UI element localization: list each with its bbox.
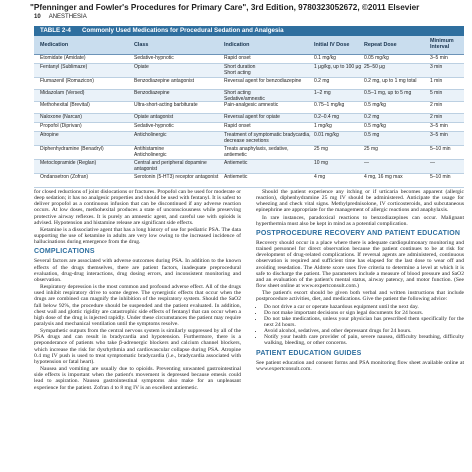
table-header — [34, 36, 464, 55]
cell-indication: Pain-analgesic amnestic — [224, 102, 279, 108]
cell-interval: 2 min — [430, 102, 443, 108]
cell-repeat-dose: — — [364, 160, 369, 166]
cell-interval: 5 min — [430, 90, 443, 96]
right-column — [256, 189, 464, 373]
cell-initial-dose: 4 mg — [314, 174, 326, 180]
cell-initial-dose: 0.2 mg — [314, 78, 330, 84]
table-row — [34, 160, 464, 174]
cell-class: Serotonin (5-HT3) receptor antagonist — [134, 174, 219, 180]
cell-medication: Methohexital (Brevital) — [40, 102, 90, 108]
cell-indication: Treatment of symptomatic bradycardia, decrease secretions — [224, 132, 311, 144]
cell-repeat-dose: 4 mg, 16 mg max — [364, 174, 403, 180]
cell-initial-dose: 0.1 mg/kg — [314, 55, 336, 61]
section-heading-complications: COMPLICATIONS — [34, 248, 95, 256]
list-item: • Do not drive a car or operate hazardous equipment until the next day. — [264, 304, 464, 310]
cell-initial-dose: 0.01 mg/kg — [314, 132, 339, 138]
cell-repeat-dose: 25–50 μg — [364, 64, 385, 70]
cell-repeat-dose: 0.2 mg — [364, 114, 380, 120]
cell-initial-dose: 25 mg — [314, 146, 328, 152]
cell-medication: Midazolam (Versed) — [40, 90, 85, 96]
cell-interval: — — [430, 160, 435, 166]
paragraph: Several factors are associated with adverse outcomes during PSA. In addition to the known effects of the drugs themselves, there are patient factors, inadequate preprocedural evaluation, drug-drug interactions, drug dosing errors, and inconsistent monitoring and observation. — [34, 258, 241, 283]
paragraph: Respiratory depression is the most common and profound adverse effect. All of the drugs used inhibit respiratory drive to some degree. The synergistic effects that occur when the drugs are combined can magnify the inhibition of the respiratory system. Should the SaO2 fall below 92%, the procedure should be suspended and the patient evaluated. In addition, chest wall and glottic rigidity are catastrophic side effects of fentanyl that can occur when a high dose of the drug is injected rapidly. Under these circumstances the patient may require paralysis and mechanical ventilation until the symptoms resolve. — [34, 284, 241, 327]
cell-medication: Propofol (Diprivan) — [40, 123, 82, 129]
cell-interval: 1 min — [430, 78, 443, 84]
cell-medication: Etomidate (Amidate) — [40, 55, 86, 61]
cell-class: Central and peripheral dopamine antagonist — [134, 160, 207, 172]
table-row — [34, 64, 464, 78]
cell-indication: Rapid onset — [224, 55, 251, 61]
cell-interval: 2 min — [430, 114, 443, 120]
cell-indication: Antiemetic — [224, 160, 248, 166]
paragraph: The patient's escort should be given both verbal and written instructions that include postprocedure activities, diet, and medications. Give the patient the following advice: — [256, 290, 464, 303]
table-title: Commonly Used Medications for Procedural Sedation and Analgesia — [82, 27, 284, 34]
cell-medication: Ondansetron (Zofran) — [40, 174, 89, 180]
cell-class: Sedative-hypnotic — [134, 55, 174, 61]
table-row — [34, 55, 464, 64]
paragraph: for closed reductions of joint dislocations or fractures. Propofol can be used for moderate or deep sedation; it has no analgesic properties and should be used with fentanyl. It is safest to deliver propofol as a continuous infusion that can be discontinued if any adverse reaction occurs. At low doses, methohexital produces a state of unconsciousness while preserving protective airway reflexes. It is purely an amnestic agent, and careful use with opioids is advised. Hypotension and histamine release are significant side effects. — [34, 189, 241, 226]
advice-list — [256, 304, 464, 347]
running-head — [34, 14, 87, 20]
section-heading-education-guides: PATIENT EDUCATION GUIDES — [256, 349, 362, 357]
cell-indication: Treats anaphylaxis, sedative, antiemetic — [224, 146, 289, 158]
list-item: • Do not take medications, unless your physician has prescribed them specifically for the next 24 hours. — [264, 316, 464, 328]
cell-medication: Diphenhydramine (Benadryl) — [40, 146, 104, 152]
cell-initial-dose: 0.2–0.4 mg — [314, 114, 340, 120]
table-row — [34, 174, 464, 188]
cell-interval: 3–5 min — [430, 132, 448, 138]
cell-initial-dose: 1–2 mg — [314, 90, 331, 96]
cell-medication: Fentanyl (Sublimaze) — [40, 64, 88, 70]
paragraph: Should the patient experience any itching or if urticaria becomes apparent (allergic reaction), diphenhydramine 25 mg IV should be administered. Anticipate the usage for wheezing and check vital signs. Methylprednisolone, IV corticosteroids, and subcutaneous epinephrine are appropriate for the management of allergic reactions and anaphylaxis. — [256, 189, 464, 214]
paragraph: Sympathetic outputs from the central nervous system is similarly suppressed by all of the PSA drugs and can result in bradycardia and hypotension. Furthermore, there is a preponderance of patients who take β-adrenergic blockers and calcium channel blockers, which increase the risk for dysrhythmia and cardiovascular collapse during PSA. Atropine 0.4 mg IV push is used to treat symptomatic bradycardia (i.e., bradycardia associated with hypotension or fatal heart). — [34, 328, 241, 365]
page-number: 10 — [34, 14, 41, 20]
section-name: ANESTHESIA — [48, 14, 87, 20]
cell-indication: Short duration Short acting — [224, 64, 256, 76]
cell-indication: Short acting Sedative/amnestic — [224, 90, 265, 102]
cell-class: Benzodiazepine — [134, 90, 170, 96]
column-header-indication: Indication — [224, 42, 250, 48]
list-item: • Notify your health care provider of pain, severe nausea, difficulty breathing, difficulty walking, bleeding, or other concerns. — [264, 334, 464, 346]
cell-repeat-dose: 25 mg — [364, 146, 378, 152]
table-row — [34, 123, 464, 132]
cell-interval: 3 min — [430, 64, 443, 70]
cell-class: Opiate — [134, 64, 149, 70]
cell-medication: Metoclopramide (Reglan) — [40, 160, 97, 166]
paragraph: In rare instances, paradoxical reactions to benzodiazepines can occur. Malignant hyperthermia must also be kept in mind as a potential complication. — [256, 214, 464, 227]
table-row — [34, 78, 464, 90]
cell-repeat-dose: 0.5 mg/kg — [364, 102, 386, 108]
cell-indication: Rapid onset — [224, 123, 251, 129]
table-row — [34, 114, 464, 123]
cell-initial-dose: 10 mg — [314, 160, 328, 166]
cell-initial-dose: 0.75–1 mg/kg — [314, 102, 345, 108]
column-header-initial-dose: Initial IV Dose — [314, 42, 350, 48]
table-body — [34, 55, 464, 188]
cell-indication: Reversal agent for benzodiazepine — [224, 78, 302, 84]
cell-interval: 3–5 min — [430, 55, 448, 61]
cell-class: Antihistamine Anticholinergic — [134, 146, 167, 158]
list-item: • Do not make important decisions or sign legal documents for 24 hours. — [264, 310, 464, 316]
column-header-repeat-dose: Repeat Dose — [364, 42, 397, 48]
cell-initial-dose: 1 μg/kg, up to 100 μg — [314, 64, 362, 70]
cell-indication: Reversal agent for opiate — [224, 114, 280, 120]
cell-repeat-dose: 0.5 mg/kg — [364, 123, 386, 129]
paragraph: Recovery should occur in a place where there is adequate cardiopulmonary monitoring and trained personnel for direct observation because the patient continues to be at risk for development of drug-related complications. If reversal agents are administered, continuous observation is required and sufficient time has elapsed for the last dose to wear off and avoiding resedation. The Aldrete score uses five criteria to determine a level at which it is safe to discharge the patient. The parameters include a measure of blood pressure and SaO2 and an evaluation of the patient's mental status, airway patency, and motor function. (See flow sheet online at www.expertconsult.com.) — [256, 239, 464, 290]
cell-repeat-dose: 0.05 mg/kg — [364, 55, 389, 61]
cell-class: Benzodiazepine antagonist — [134, 78, 195, 84]
paragraph: Ketamine is a dissociative agent that has a long history of use for pediatric PSA. The data supporting the use of ketamine in adults are very low owing to the increased incidence of hallucinations during emergence from the drug. — [34, 226, 241, 246]
column-header-class: Class — [134, 42, 149, 48]
cell-class: Ultra-short-acting barbiturate — [134, 102, 198, 108]
table-number: TABLE 2-4 — [40, 27, 71, 34]
cell-medication: Flumazenil (Romazicon) — [40, 78, 94, 84]
table-row — [34, 132, 464, 146]
cell-interval: 5–10 min — [430, 146, 451, 152]
cell-interval: 3–5 min — [430, 123, 448, 129]
cell-class: Anticholinergic — [134, 132, 167, 138]
cell-repeat-dose: 0.5–1 mg, up to 5 mg — [364, 90, 412, 96]
left-column — [34, 189, 241, 392]
cell-repeat-dose: 0.2 mg, up to 1 mg total — [364, 78, 417, 84]
cell-repeat-dose: 0.5 mg — [364, 132, 380, 138]
cell-interval: 5–10 min — [430, 174, 451, 180]
cell-medication: Atropine — [40, 132, 59, 138]
column-header-minimum-interval: Minimum Interval — [430, 38, 454, 50]
cell-class: Opiate antagonist — [134, 114, 174, 120]
cell-medication: Naloxone (Narcan) — [40, 114, 82, 120]
list-item: • Avoid alcohol, sedatives, and other depressant drugs for 24 hours. — [264, 328, 464, 334]
table-row — [34, 90, 464, 102]
cell-class: Sedative-hypnotic — [134, 123, 174, 129]
book-title: "Pfenninger and Fowler's Procedures for Primary Care", 3rd Edition, 9780323052672, ©2011 Elsevier — [30, 3, 420, 12]
section-heading-recovery: POSTPROCEDURE RECOVERY AND PATIENT EDUCATION — [256, 229, 461, 237]
cell-indication: Antiemetic — [224, 174, 248, 180]
table-row — [34, 102, 464, 114]
column-header-medication: Medication — [40, 42, 69, 48]
table-title-bar — [34, 26, 464, 36]
paragraph: See patient education and consent forms and PSA monitoring flow sheet available online at www.expertconsult.com. — [256, 359, 464, 372]
table-row — [34, 146, 464, 160]
cell-initial-dose: 1 mg/kg — [314, 123, 332, 129]
paragraph: Nausea and vomiting are usually due to opioids. Preventing unwanted gastrointestinal side effects is important when the patient's movement is depressed because emesis could lead to aspiration. Nausea gastrointestinal symptoms also make for an unpleasant experience for the patient. Zofran 4 to 8 mg IV is an excellent antiemetic. — [34, 366, 241, 391]
